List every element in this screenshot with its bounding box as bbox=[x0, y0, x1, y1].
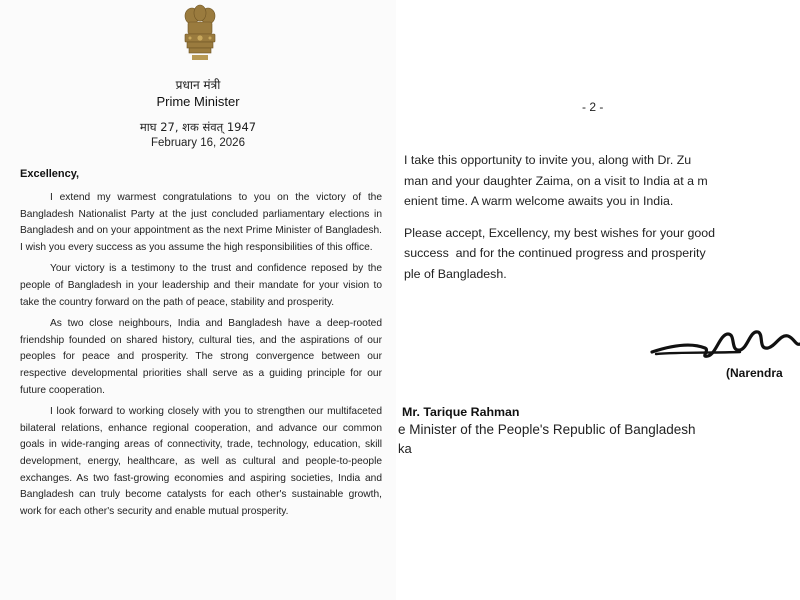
body-paragraph: I look forward to working closely with you to strengthen our multifaceted bilateral relations, enhance regional cooperation, and advance our common goals in wide-ranging areas of connectivity, trade, technology, education, skill development, energy, healthcare, as well as cultural and people-to-people exchanges. As two fast-growing economies and aspiring societies, India and Bangladesh can truly become catalysts for each other's sustainable growth, work for each other's security and enable mutual prosperity. bbox=[20, 406, 382, 517]
recipient-title: e Minister of the People's Republic of Bangladesh bbox=[398, 422, 696, 437]
letter-page-2 bbox=[396, 0, 800, 600]
text-line: I take this opportunity to invite you, along with Dr. Zu bbox=[404, 153, 692, 167]
body-paragraph: Your victory is a testimony to the trust and confidence reposed by the people of Bangladesh in your leadership and their mandate for your vision to take the country forward on the path of peace, stability and prosperity. bbox=[20, 263, 382, 308]
signatory-name: (Narendra bbox=[726, 366, 783, 380]
text-line: success and for the continued progress and prosperity bbox=[404, 246, 706, 260]
office-title-english: Prime Minister bbox=[156, 94, 240, 109]
text-line: ple of Bangladesh. bbox=[404, 266, 507, 281]
date-hindi: माघ 27, शक संवत् 1947 bbox=[139, 120, 257, 134]
text-line: enient time. A warm welcome awaits you in India. bbox=[404, 194, 674, 208]
body-paragraph bbox=[404, 150, 798, 212]
date-english: February 16, 2026 bbox=[151, 137, 245, 149]
body-paragraph bbox=[404, 223, 798, 285]
letter-page-1 bbox=[0, 0, 396, 600]
text-line: man and your daughter Zaima, on a visit to India at a m bbox=[404, 173, 708, 188]
letter-body-continued bbox=[404, 150, 798, 295]
page-number: - 2 - bbox=[582, 100, 604, 114]
body-paragraph: As two close neighbours, India and Bangladesh have a deep-rooted friendship founded on shared history, cultural ties, and the aspirations of our peoples for peace and prosperity. The strong convergence between our respective developmental priorities shall serve as a guiding principle for our future cooperation. bbox=[20, 318, 382, 396]
recipient-name: Mr. Tarique Rahman bbox=[402, 405, 520, 419]
body-paragraph: I extend my warmest congratulations to you on the victory of the Bangladesh Nationalist Party at the just concluded parliamentary elections in Bangladesh and on your appointment as the next Prime Minister of Bangladesh. I wish you every success as you assume the high responsibilities of this office. bbox=[20, 192, 382, 253]
office-title-hindi: प्रधान मंत्री bbox=[175, 78, 221, 92]
letter-body bbox=[20, 190, 382, 525]
recipient-city: ka bbox=[398, 441, 412, 456]
national-emblem-icon bbox=[180, 2, 220, 64]
signature-icon bbox=[650, 322, 800, 364]
text-line: Please accept, Excellency, my best wishes for your good bbox=[404, 225, 716, 240]
salutation: Excellency, bbox=[20, 168, 80, 180]
